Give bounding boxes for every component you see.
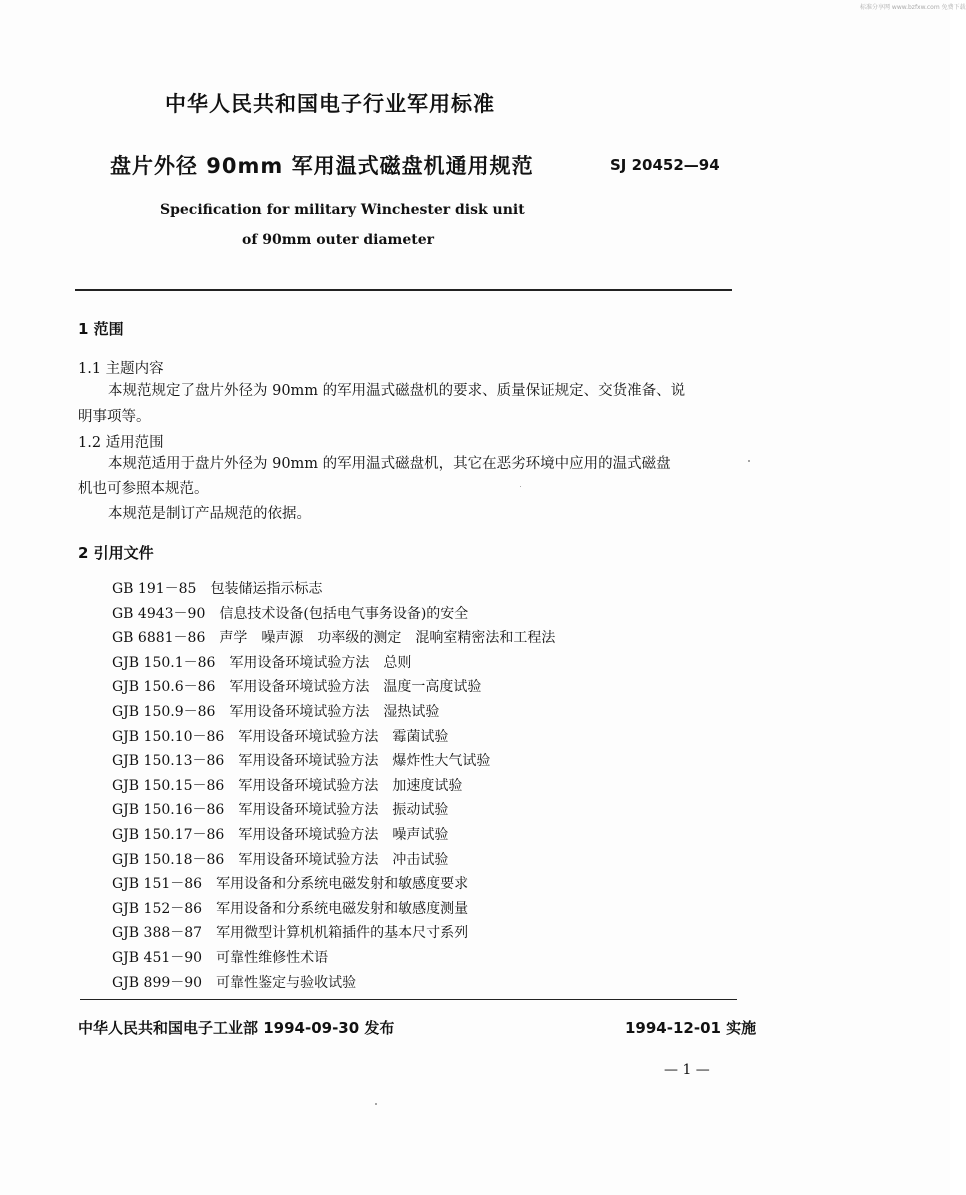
reference-code: GJB 451－90 <box>112 949 203 966</box>
reference-title: 可靠性鉴定与验收试验 <box>216 974 357 991</box>
reference-item <box>112 725 555 750</box>
standard-number: SJ 20452—94 <box>610 156 720 174</box>
scan-speck <box>748 460 750 462</box>
reference-code: GB 4943－90 <box>112 605 206 622</box>
reference-title: 军用设备和分系统电磁发射和敏感度测量 <box>216 900 469 917</box>
reference-item <box>112 651 555 676</box>
organization-standard-heading: 中华人民共和国电子行业军用标准 <box>165 92 495 116</box>
reference-code: GJB 150.9－86 <box>112 703 216 720</box>
reference-code: GJB 151－86 <box>112 876 203 893</box>
reference-title: 军用设备环境试验方法 冲击试验 <box>238 851 449 868</box>
section-1-heading: 1 范围 <box>78 320 124 338</box>
reference-code: GJB 150.10－86 <box>112 728 225 745</box>
reference-item <box>112 897 555 922</box>
reference-title: 声学 噪声源 功率级的测定 混响室精密法和工程法 <box>219 630 556 647</box>
reference-title: 军用设备环境试验方法 噪声试验 <box>238 826 449 843</box>
reference-title: 军用设备环境试验方法 湿热试验 <box>229 703 440 720</box>
page-number: — 1 — <box>664 1062 710 1078</box>
reference-code: GJB 899－90 <box>112 974 203 991</box>
effective-date: 1994-12-01 实施 <box>625 1019 757 1037</box>
reference-code: GJB 150.16－86 <box>112 802 225 819</box>
issued-by: 中华人民共和国电子工业部 1994-09-30 发布 <box>78 1019 395 1037</box>
reference-code: GJB 388－87 <box>112 925 203 942</box>
footer-divider <box>80 999 737 1000</box>
document-title-en-line1: Specification for military Winchester disk unit <box>160 202 525 218</box>
reference-title: 信息技术设备(包括电气事务设备)的安全 <box>219 605 469 622</box>
watermark: 标准分享网 www.bzfxw.com 免费下载 <box>860 4 966 11</box>
reference-title: 包装储运指示标志 <box>210 581 323 597</box>
reference-title: 军用设备和分系统电磁发射和敏感度要求 <box>216 876 469 893</box>
reference-item <box>112 700 555 725</box>
reference-item <box>112 848 555 873</box>
reference-list <box>112 577 555 995</box>
reference-code: GJB 150.15－86 <box>112 777 225 794</box>
section-1-1-text-line1: 本规范规定了盘片外径为 90mm 的军用温式磁盘机的要求、质量保证规定、交货准备、说 <box>108 383 686 399</box>
section-1-2-text-line3: 本规范是制订产品规范的依据。 <box>108 506 311 522</box>
reference-code: GJB 150.6－86 <box>112 679 216 696</box>
section-2-heading: 2 引用文件 <box>78 544 154 562</box>
section-1-2-text-line2: 机也可参照本规范。 <box>78 481 209 497</box>
reference-title: 军用设备环境试验方法 总则 <box>229 654 412 671</box>
reference-item <box>112 971 555 996</box>
section-1-2-text-line1: 本规范适用于盘片外径为 90mm 的军用温式磁盘机，其它在恶劣环境中应用的温式磁盘 <box>108 456 671 472</box>
reference-item <box>112 675 555 700</box>
reference-title: 军用微型计算机机箱插件的基本尺寸系列 <box>216 925 469 942</box>
section-1-2-heading: 1.2 适用范围 <box>78 435 164 451</box>
scan-speck <box>375 1103 377 1105</box>
reference-code: GJB 150.1－86 <box>112 654 216 671</box>
reference-item <box>112 872 555 897</box>
reference-title: 军用设备环境试验方法 振动试验 <box>238 802 449 819</box>
reference-code: GJB 150.13－86 <box>112 753 225 770</box>
reference-code: GB 191－85 <box>112 581 197 597</box>
reference-title: 军用设备环境试验方法 爆炸性大气试验 <box>238 753 491 770</box>
reference-title: 军用设备环境试验方法 温度一高度试验 <box>229 679 482 696</box>
reference-item <box>112 602 555 627</box>
reference-item <box>112 577 555 602</box>
document-title-en-line2: of 90mm outer diameter <box>242 232 435 248</box>
reference-item <box>112 798 555 823</box>
reference-title: 军用设备环境试验方法 加速度试验 <box>238 777 463 794</box>
section-1-1-text-line2: 明事项等。 <box>78 409 151 425</box>
reference-item <box>112 626 555 651</box>
reference-title: 军用设备环境试验方法 霉菌试验 <box>238 728 449 745</box>
header-divider <box>75 289 732 291</box>
reference-code: GJB 150.18－86 <box>112 851 225 868</box>
reference-item <box>112 774 555 799</box>
reference-code: GB 6881－86 <box>112 630 206 647</box>
reference-item <box>112 823 555 848</box>
document-title-cn: 盘片外径 90mm 军用温式磁盘机通用规范 <box>110 154 534 178</box>
reference-code: GJB 152－86 <box>112 900 203 917</box>
reference-title: 可靠性维修性术语 <box>216 949 329 966</box>
reference-code: GJB 150.17－86 <box>112 826 225 843</box>
section-1-1-heading: 1.1 主题内容 <box>78 361 164 377</box>
reference-item <box>112 921 555 946</box>
reference-item <box>112 946 555 971</box>
reference-item <box>112 749 555 774</box>
scan-speck <box>520 486 521 487</box>
